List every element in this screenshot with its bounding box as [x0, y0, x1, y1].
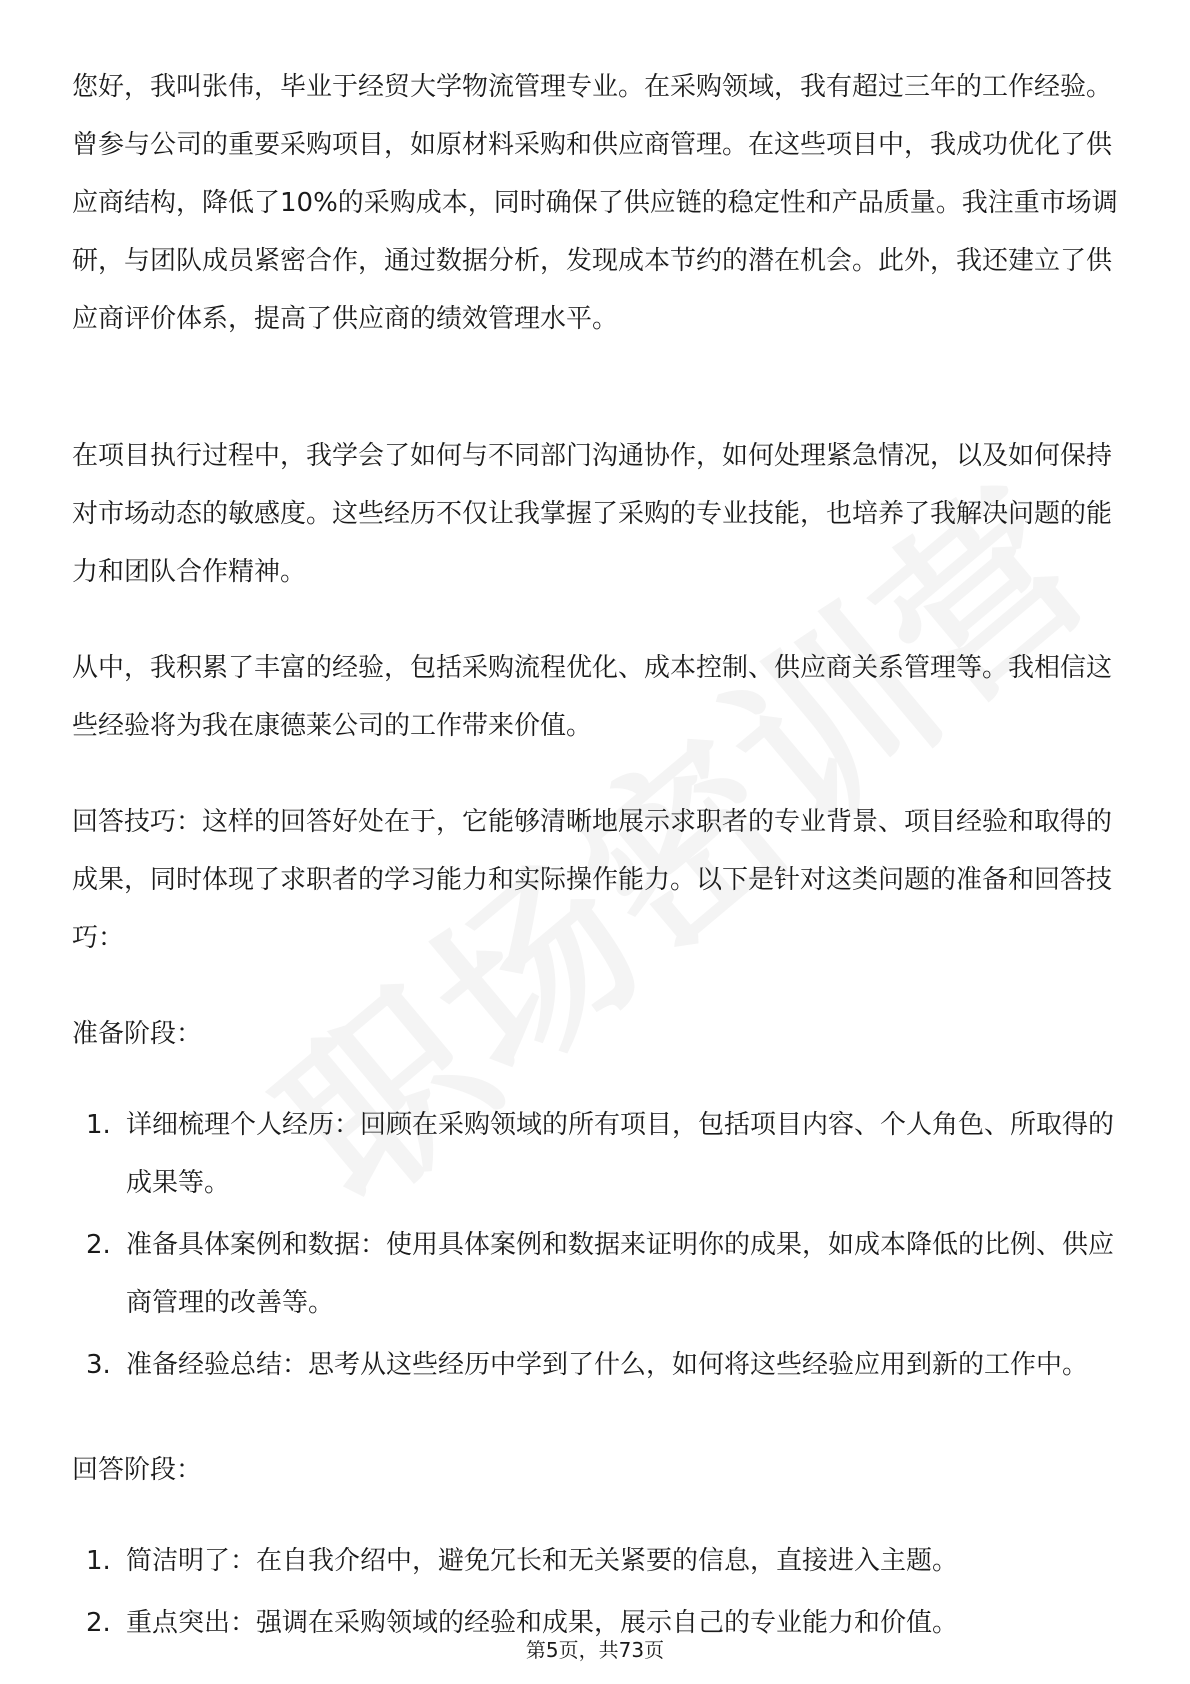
list-item-text: 简洁明了：在自我介绍中，避免冗长和无关紧要的信息，直接进入主题。 — [126, 1546, 959, 1576]
list-item-text: 详细梳理个人经历：回顾在采购领域的所有项目，包括项目内容、个人角色、所取得的成果等。 — [126, 1110, 1115, 1198]
list-item — [72, 1096, 1120, 1212]
list-number: 3. — [86, 1350, 111, 1380]
paragraph-answer-tips: 回答技巧：这样的回答好处在于，它能够清晰地展示求职者的专业背景、项目经验和取得的成果，同时体现了求职者的学习能力和实际操作能力。以下是针对这类问题的准备和回答技巧： — [72, 807, 1113, 953]
list-item-text: 准备经验总结：思考从这些经历中学到了什么，如何将这些经验应用到新的工作中。 — [126, 1350, 1089, 1380]
paragraph-summary: 从中，我积累了丰富的经验，包括采购流程优化、成本控制、供应商关系管理等。我相信这些经验将为我在康德莱公司的工作带来价值。 — [72, 653, 1113, 741]
list-item — [72, 1336, 1120, 1394]
answer-heading: 回答阶段： — [72, 1455, 203, 1485]
prep-heading: 准备阶段： — [72, 1019, 203, 1049]
list-item-text: 重点突出：强调在采购领域的经验和成果，展示自己的专业能力和价值。 — [126, 1608, 959, 1638]
list-number: 1. — [86, 1546, 111, 1576]
list-number: 1. — [86, 1110, 111, 1140]
list-item — [72, 1532, 1120, 1590]
list-item-text: 准备具体案例和数据：使用具体案例和数据来证明你的成果，如成本降低的比例、供应商管理的改善等。 — [126, 1230, 1115, 1318]
list-number: 2. — [86, 1608, 111, 1638]
paragraph-experience: 在项目执行过程中，我学会了如何与不同部门沟通协作，如何处理紧急情况，以及如何保持对市场动态的敏感度。这些经历不仅让我掌握了采购的专业技能，也培养了我解决问题的能力和团队合作精神。 — [72, 441, 1113, 587]
prep-list — [72, 1096, 1120, 1398]
list-item — [72, 1216, 1120, 1332]
page-number-footer: 第5页，共73页 — [525, 1638, 665, 1662]
list-number: 2. — [86, 1230, 111, 1260]
paragraph-intro: 您好，我叫张伟，毕业于经贸大学物流管理专业。在采购领域，我有超过三年的工作经验。曾参与公司的重要采购项目，如原材料采购和供应商管理。在这些项目中，我成功优化了供应商结构，降低了10%的采购成本，同时确保了供应链的稳定性和产品质量。我注重市场调研，与团队成员紧密合作，通过数据分析，发现成本节约的潜在机会。此外，我还建立了供应商评价体系，提高了供应商的绩效管理水平。 — [72, 72, 1118, 334]
